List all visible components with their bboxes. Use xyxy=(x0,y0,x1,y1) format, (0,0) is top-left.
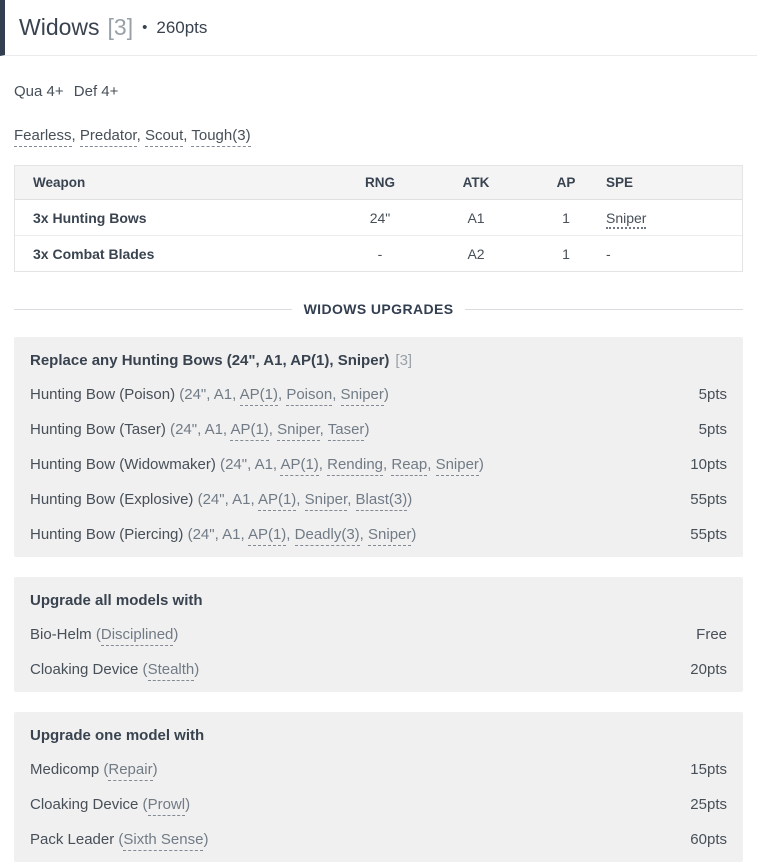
col-spe: SPE xyxy=(606,175,634,190)
upgrade-option-name: Hunting Bow (Taser) xyxy=(30,421,166,438)
special-rule[interactable]: AP(1) xyxy=(248,526,286,546)
divider-line-left xyxy=(14,309,292,310)
quality-stat: Qua 4+ xyxy=(14,83,64,100)
upgrade-option-label xyxy=(30,385,389,404)
special-rule[interactable]: Sniper xyxy=(368,526,411,546)
upgrade-option-cost: 5pts xyxy=(698,386,727,403)
upgrade-option-cost: 60pts xyxy=(690,831,727,848)
upgrade-option-cost: 5pts xyxy=(698,421,727,438)
special-rule[interactable]: Stealth xyxy=(148,661,195,681)
upgrade-section-title xyxy=(30,727,727,744)
divider-line-right xyxy=(465,309,743,310)
upgrade-option-detail: (24", A1, AP(1), Sniper, Blast(3)) xyxy=(193,491,412,511)
weapon-name: 3x Hunting Bows xyxy=(33,209,147,226)
upgrade-option-detail: (Repair) xyxy=(99,761,157,781)
upgrade-option-label xyxy=(30,420,369,439)
upgrade-option-label xyxy=(30,625,178,644)
col-atk: ATK xyxy=(462,175,490,190)
unit-model-count: [3] xyxy=(107,14,134,40)
bullet-separator: • xyxy=(142,19,148,36)
upgrade-option-row xyxy=(30,420,727,439)
trait-rule[interactable]: Tough(3) xyxy=(191,127,250,147)
upgrade-option-cost: 25pts xyxy=(690,796,727,813)
upgrade-option-name: Hunting Bow (Explosive) xyxy=(30,491,194,508)
upgrade-option-detail: (Stealth) xyxy=(138,661,199,681)
upgrade-option-label xyxy=(30,830,208,849)
unit-header xyxy=(0,0,757,56)
special-rule[interactable]: AP(1) xyxy=(258,491,296,511)
upgrade-option-row xyxy=(30,795,727,814)
weapons-table-header xyxy=(15,166,742,200)
upgrade-option-row xyxy=(30,660,727,679)
special-rule[interactable]: Deadly(3) xyxy=(295,526,360,546)
unit-points: 260pts xyxy=(156,17,208,37)
weapon-attacks: A1 xyxy=(467,209,485,226)
upgrade-section xyxy=(14,577,743,692)
upgrade-option-name: Cloaking Device xyxy=(30,796,139,813)
upgrades-divider xyxy=(14,301,743,317)
upgrade-section-title xyxy=(30,352,727,369)
upgrade-section-title-text: Upgrade all models with xyxy=(30,592,203,609)
special-rule[interactable]: Disciplined xyxy=(101,626,174,646)
upgrade-option-row xyxy=(30,385,727,404)
upgrade-option-detail: (24", A1, AP(1), Poison, Sniper) xyxy=(175,386,389,406)
upgrade-option-detail: (24", A1, AP(1), Sniper, Taser) xyxy=(166,421,370,441)
upgrade-option-cost: 20pts xyxy=(690,661,727,678)
special-rule[interactable]: Blast(3) xyxy=(356,491,408,511)
special-rule[interactable]: Prowl xyxy=(148,796,186,816)
special-rule[interactable]: AP(1) xyxy=(240,386,278,406)
unit-body xyxy=(0,83,757,862)
upgrade-option-label xyxy=(30,455,484,474)
upgrade-option-name: Hunting Bow (Piercing) xyxy=(30,526,184,543)
upgrade-option-cost: Free xyxy=(696,626,727,643)
upgrade-option-label xyxy=(30,795,190,814)
special-rule[interactable]: Poison xyxy=(286,386,332,406)
trait-rule[interactable]: Predator xyxy=(80,127,137,147)
weapon-ap: 1 xyxy=(562,209,570,226)
upgrade-section-title xyxy=(30,592,727,609)
special-rule[interactable]: Rending xyxy=(327,456,383,476)
weapon-range: - xyxy=(377,245,383,262)
weapon-range: 24" xyxy=(369,209,391,226)
upgrade-option-name: Medicomp xyxy=(30,761,100,778)
upgrade-option-detail: (Disciplined) xyxy=(92,626,179,646)
trait-rule[interactable]: Scout xyxy=(145,127,183,147)
upgrade-option-detail: (Prowl) xyxy=(138,796,190,816)
unit-traits: Fearless, Predator, Scout, Tough(3) xyxy=(14,127,743,144)
weapon-ap: 1 xyxy=(562,245,570,262)
upgrade-option-name: Pack Leader xyxy=(30,831,115,848)
special-rule[interactable]: AP(1) xyxy=(230,421,268,441)
upgrades-heading: WIDOWS UPGRADES xyxy=(303,301,454,317)
col-ap: AP xyxy=(556,175,576,190)
unit-title: Widows xyxy=(19,14,100,40)
upgrade-option-cost: 55pts xyxy=(690,491,727,508)
upgrade-option-row xyxy=(30,760,727,779)
upgrade-option-label xyxy=(30,660,199,679)
weapon-row xyxy=(15,200,742,236)
special-rule[interactable]: Sniper xyxy=(277,421,320,441)
upgrade-sections xyxy=(14,337,743,862)
special-rule[interactable]: Sniper xyxy=(606,210,646,229)
upgrade-option-name: Bio-Helm xyxy=(30,626,92,643)
special-rule[interactable]: Repair xyxy=(108,761,152,781)
special-rule[interactable]: Reap xyxy=(391,456,427,476)
upgrade-option-row xyxy=(30,455,727,474)
upgrade-option-name: Cloaking Device xyxy=(30,661,139,678)
upgrade-option-row xyxy=(30,525,727,544)
upgrade-option-detail: (24", A1, AP(1), Deadly(3), Sniper) xyxy=(183,526,416,546)
upgrade-option-row xyxy=(30,625,727,644)
weapon-attacks: A2 xyxy=(467,245,485,262)
upgrade-section xyxy=(14,337,743,557)
upgrade-option-cost: 55pts xyxy=(690,526,727,543)
weapons-table xyxy=(14,165,743,272)
weapon-row xyxy=(15,236,742,271)
upgrade-section-count: [3] xyxy=(395,352,413,369)
special-rule[interactable]: Sniper xyxy=(305,491,348,511)
special-rule[interactable]: AP(1) xyxy=(280,456,318,476)
upgrade-section-title-text: Replace any Hunting Bows (24", A1, AP(1), Sniper) xyxy=(30,352,390,369)
upgrade-option-detail: (Sixth Sense) xyxy=(114,831,208,851)
upgrade-option-label xyxy=(30,490,412,509)
upgrade-option-detail: (24", A1, AP(1), Rending, Reap, Sniper) xyxy=(216,456,484,476)
upgrade-option-cost: 10pts xyxy=(690,456,727,473)
weapon-name: 3x Combat Blades xyxy=(33,245,155,262)
unit-stats xyxy=(14,83,743,100)
weapon-special xyxy=(606,210,742,226)
col-weapon: Weapon xyxy=(33,175,86,190)
special-rule[interactable]: Sixth Sense xyxy=(123,831,203,851)
col-rng: RNG xyxy=(365,175,395,190)
upgrade-option-name: Hunting Bow (Widowmaker) xyxy=(30,456,216,473)
trait-rule[interactable]: Fearless xyxy=(14,127,72,147)
upgrade-option-cost: 15pts xyxy=(690,761,727,778)
special-rule[interactable]: Sniper xyxy=(341,386,384,406)
upgrade-section-title-text: Upgrade one model with xyxy=(30,727,205,744)
upgrade-option-row xyxy=(30,830,727,849)
special-rule[interactable]: Taser xyxy=(328,421,365,441)
weapons-table-body xyxy=(15,200,742,271)
upgrade-option-label xyxy=(30,760,158,779)
upgrade-option-label xyxy=(30,525,416,544)
weapon-special: - xyxy=(606,245,611,262)
upgrade-section xyxy=(14,712,743,862)
special-rule[interactable]: Sniper xyxy=(436,456,479,476)
upgrade-option-name: Hunting Bow (Poison) xyxy=(30,386,176,403)
upgrade-option-row xyxy=(30,490,727,509)
defense-stat: Def 4+ xyxy=(73,83,119,100)
